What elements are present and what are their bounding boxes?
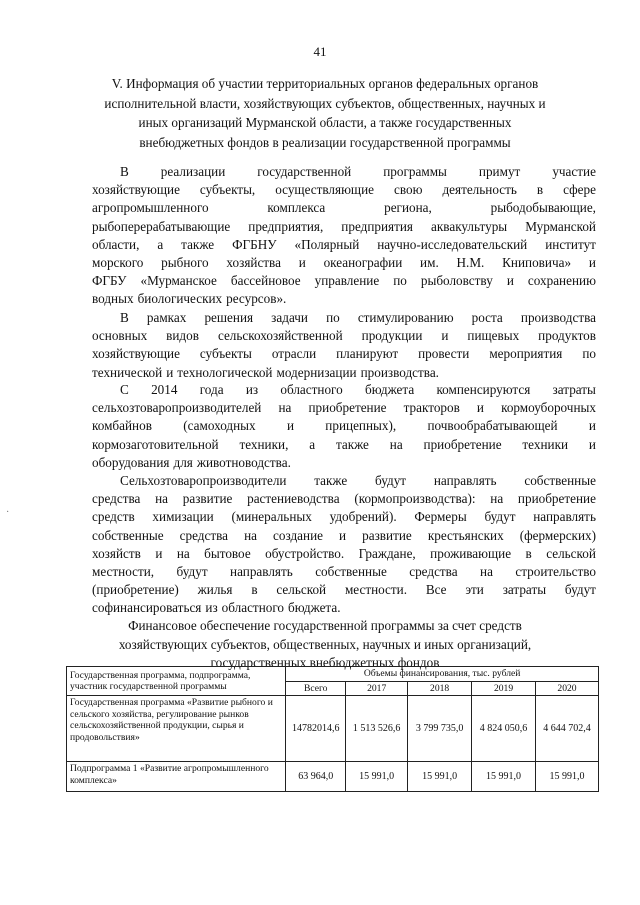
paragraph bbox=[92, 309, 596, 382]
text-line: основных видов сельскохозяйственной продукции и пищевых продуктов bbox=[92, 328, 596, 344]
section-heading-line: внебюджетных фондов в реализации государственной программы bbox=[139, 134, 511, 150]
section-heading-line: V. Информация об участии территориальных органов федеральных органов bbox=[111, 76, 539, 91]
cell-value: 15 991,0 bbox=[472, 762, 536, 792]
cell-value: 14782014,6 bbox=[286, 696, 346, 762]
text-line: области, а также ФГБНУ «Полярный научно-исследовательский институт bbox=[92, 236, 596, 252]
text-line: средства на развитие растениеводства (кормопроизводства): на приобретение bbox=[92, 491, 596, 507]
text-line: С 2014 года из областного бюджета компенсируются затраты bbox=[120, 382, 596, 397]
cell-value: 15 991,0 bbox=[536, 762, 599, 792]
text-line: рыбоперерабатывающие предприятия, предприятия аквакультуры Мурманской bbox=[92, 218, 596, 234]
year-header-2018: 2018 bbox=[408, 681, 472, 696]
table-row bbox=[67, 762, 599, 792]
row-label: Государственная программа «Развитие рыбного и сельского хозяйства, регулирование рынков сельскохозяйственной продукции, сырья и продовольствия» bbox=[67, 696, 286, 762]
cell-value: 4 824 050,6 bbox=[472, 696, 536, 762]
text-line: хозяйствующие субъекты, осуществляющие свою деятельность в сфере bbox=[92, 182, 596, 198]
table-caption-line: хозяйствующих субъектов, общественных, научных и иных организаций, bbox=[118, 636, 532, 652]
text-line: водных биологических ресурсов». bbox=[92, 291, 287, 307]
cell-value: 15 991,0 bbox=[408, 762, 472, 792]
text-line: хозяйств и на бытовое обустройство. Граждане, проживающие в сельской bbox=[92, 545, 596, 561]
paragraph bbox=[92, 381, 596, 472]
year-header-2017: 2017 bbox=[346, 681, 408, 696]
financing-table bbox=[66, 666, 599, 792]
text-line: В реализации государственной программы примут участие bbox=[120, 164, 596, 179]
section-heading bbox=[75, 74, 575, 152]
text-line: (приобретение) жилья в сельской местности. Все эти затраты будут bbox=[92, 582, 596, 598]
text-line: технической и технологической модернизации производства. bbox=[92, 364, 439, 380]
text-line: местности, будут направлять собственные средства на строительство bbox=[92, 563, 596, 579]
table-row bbox=[67, 696, 599, 762]
table-caption-line: Финансовое обеспечение государственной программы за счет средств bbox=[128, 618, 522, 633]
text-line: морского рыбного хозяйства и океанографии им. Н.М. Книповича» и bbox=[92, 254, 596, 270]
volumes-header: Объемы финансирования, тыс. рублей bbox=[286, 667, 599, 682]
margin-mark: · bbox=[6, 507, 10, 518]
text-line: софинансироваться из областного бюджета. bbox=[92, 600, 341, 616]
year-header-2019: 2019 bbox=[472, 681, 536, 696]
text-line: собственные средства на создание и развитие крестьянских (фермерских) bbox=[92, 527, 596, 543]
table-header-row bbox=[67, 667, 599, 682]
table-caption-line: государственных внебюджетных фондов bbox=[210, 655, 440, 670]
paragraph bbox=[92, 472, 596, 618]
text-line: Сельхозтоваропроизводители также будут направлять собственные bbox=[120, 473, 596, 488]
section-heading-line: исполнительной власти, хозяйствующих субъектов, общественных, научных и bbox=[104, 95, 546, 111]
cell-value: 3 799 735,0 bbox=[408, 696, 472, 762]
year-header-2020: 2020 bbox=[536, 681, 599, 696]
cell-value: 1 513 526,6 bbox=[346, 696, 408, 762]
col-program-header: Государственная программа, подпрограмма, участник государственной программы bbox=[67, 667, 286, 696]
text-line: агропромышленного комплекса региона, рыбодобывающие, bbox=[92, 200, 596, 216]
text-line: В рамках решения задачи по стимулированию роста производства bbox=[120, 310, 596, 325]
year-header-total: Всего bbox=[286, 681, 346, 696]
cell-value: 63 964,0 bbox=[286, 762, 346, 792]
section-heading-line: иных организаций Мурманской области, а также государственных bbox=[138, 115, 512, 130]
text-line: комбайнов (самоходных и прицепных), почвообрабатывающей и bbox=[92, 418, 596, 434]
cell-value: 15 991,0 bbox=[346, 762, 408, 792]
text-line: хозяйствующие субъекты отрасли планируют провести мероприятия по bbox=[92, 346, 596, 362]
text-line: ФГБУ «Мурманское бассейновое управление по рыболовству и сохранению bbox=[92, 273, 596, 289]
text-line: средств химизации (минеральных удобрений). Фермеры будут направлять bbox=[92, 509, 596, 525]
page-number: 41 bbox=[313, 44, 327, 59]
text-line: оборудования для животноводства. bbox=[92, 454, 291, 470]
table-caption bbox=[70, 617, 580, 673]
paragraph bbox=[92, 163, 596, 309]
cell-value: 4 644 702,4 bbox=[536, 696, 599, 762]
text-line: кормозаготовительной техники, а также на приобретение техники и bbox=[92, 436, 596, 452]
row-label: Подпрограмма 1 «Развитие агропромышленного комплекса» bbox=[67, 762, 286, 792]
text-line: сельхозтоваропроизводителей на приобретение тракторов и кормоуборочных bbox=[92, 400, 596, 416]
